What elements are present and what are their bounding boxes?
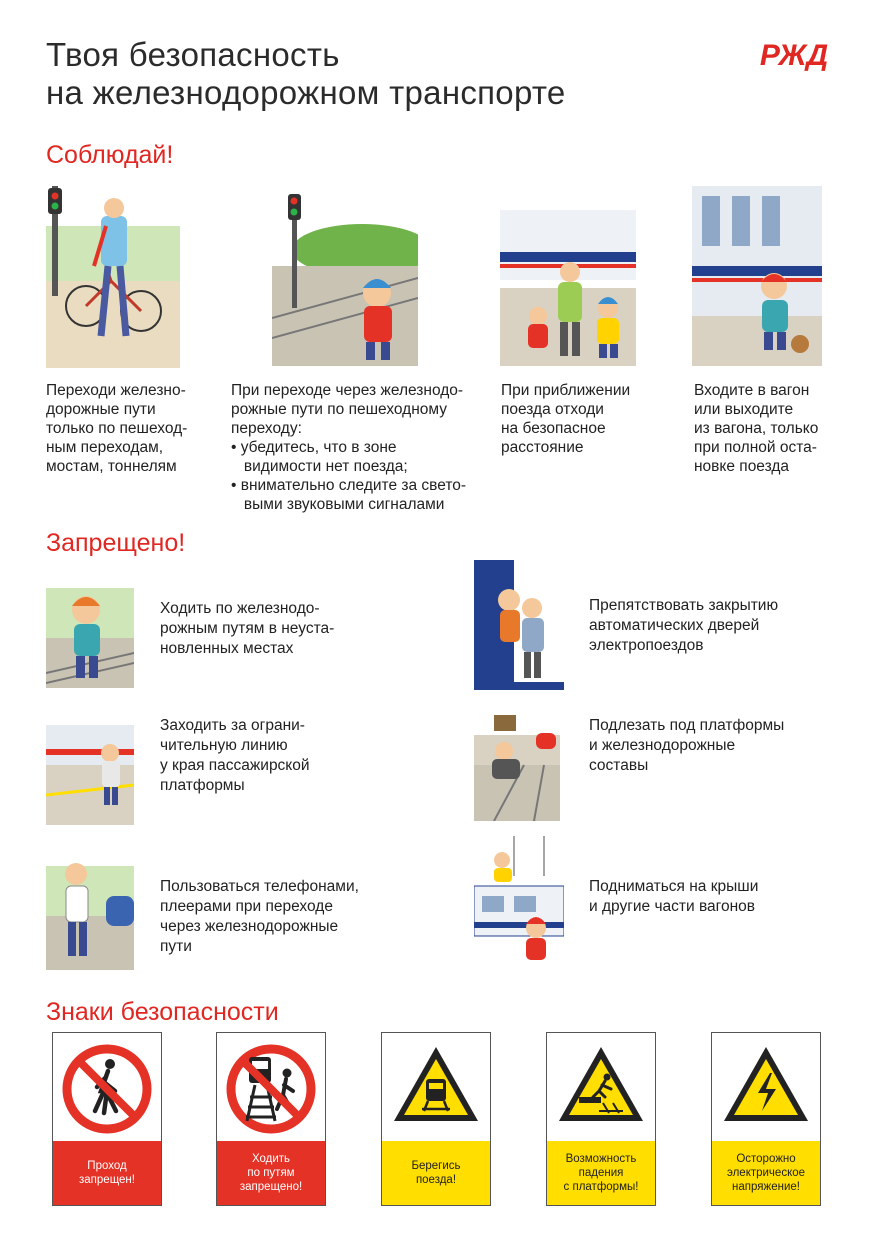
forbidden-text-5 bbox=[160, 877, 359, 957]
rzd-logo bbox=[752, 34, 836, 74]
sign-label-no-walking-on-tracks bbox=[217, 1141, 325, 1205]
forbidden-line: автоматических дверей bbox=[589, 617, 760, 634]
caption-line: при полной оста- bbox=[694, 439, 817, 456]
caption-line: поезда отходи bbox=[501, 401, 604, 418]
forbidden-line: через железнодорожные bbox=[160, 918, 339, 935]
section-heading-forbidden: Запрещено! bbox=[46, 529, 186, 557]
illustration-cyclist-crossing bbox=[46, 186, 180, 368]
sign-label-line: электрическое bbox=[726, 1167, 806, 1179]
sign-label-line: по путям bbox=[247, 1167, 295, 1179]
forbidden-text-4 bbox=[589, 716, 784, 776]
illustration-crawling-under-platform bbox=[474, 705, 560, 821]
illustration-climbing-train-roof bbox=[474, 836, 564, 968]
caption-line: на безопасное bbox=[501, 420, 606, 437]
forbidden-text-6 bbox=[589, 877, 758, 917]
no-walking-on-tracks-icon bbox=[217, 1033, 325, 1141]
rzd-logo-text: РЖД bbox=[759, 39, 829, 72]
caption-line: рожные пути по пешеходному bbox=[231, 401, 447, 418]
sign-label-line: Берегись bbox=[411, 1160, 461, 1172]
caption-line: мостам, тоннелям bbox=[46, 458, 177, 475]
title-line-2: на железнодорожном транспорте bbox=[46, 74, 566, 111]
sign-label-platform-fall bbox=[547, 1141, 655, 1205]
forbidden-line: чительную линию bbox=[160, 737, 288, 754]
section-heading-signs: Знаки безопасности bbox=[46, 998, 279, 1026]
observe-caption-3 bbox=[501, 381, 630, 457]
illustration-platform-edge bbox=[46, 705, 134, 825]
caption-line: переходу: bbox=[231, 420, 302, 437]
sign-no-walking-on-tracks bbox=[216, 1032, 326, 1206]
sign-label-line: напряжение! bbox=[732, 1181, 800, 1193]
caption-line: расстояние bbox=[501, 439, 584, 456]
train-warning-icon bbox=[382, 1033, 490, 1141]
caption-line: Входите в вагон bbox=[694, 382, 810, 399]
forbidden-text-2 bbox=[589, 596, 778, 656]
observe-caption-2 bbox=[231, 381, 466, 514]
forbidden-line: электропоездов bbox=[589, 637, 704, 654]
illustration-man-with-headphones bbox=[46, 846, 134, 970]
sign-label-line: запрещен! bbox=[79, 1174, 135, 1186]
sign-label-line: Возможность bbox=[565, 1153, 637, 1165]
page-title bbox=[46, 36, 566, 112]
sign-label-high-voltage bbox=[712, 1141, 820, 1205]
forbidden-line: новленных местах bbox=[160, 640, 294, 657]
forbidden-line: и железнодорожные bbox=[589, 737, 736, 754]
platform-fall-warning-icon bbox=[547, 1033, 655, 1141]
forbidden-line: Препятствовать закрытию bbox=[589, 597, 779, 614]
caption-line: только по пешеход- bbox=[46, 420, 188, 437]
section-heading-observe: Соблюдай! bbox=[46, 141, 174, 169]
no-pedestrian-icon bbox=[53, 1033, 161, 1141]
sign-no-passage bbox=[52, 1032, 162, 1206]
forbidden-line: Подлезать под платформы bbox=[589, 717, 785, 734]
caption-line: • внимательно следите за свето- bbox=[231, 477, 467, 494]
illustration-child-at-crossing bbox=[272, 188, 418, 366]
sign-platform-fall bbox=[546, 1032, 656, 1206]
forbidden-text-1 bbox=[160, 599, 334, 659]
caption-line: дорожные пути bbox=[46, 401, 156, 418]
caption-line: • убедитесь, что в зоне bbox=[231, 439, 397, 456]
caption-line: из вагона, только bbox=[694, 420, 819, 437]
forbidden-line: у края пассажирской bbox=[160, 757, 310, 774]
forbidden-line: плеерами при переходе bbox=[160, 898, 333, 915]
forbidden-line: и другие части вагонов bbox=[589, 898, 755, 915]
sign-beware-train bbox=[381, 1032, 491, 1206]
caption-line: или выходите bbox=[694, 401, 794, 418]
forbidden-line: Заходить за ограни- bbox=[160, 717, 305, 734]
sign-label-line: поезда! bbox=[415, 1174, 457, 1186]
sign-label-line: Проход bbox=[87, 1160, 127, 1172]
caption-line: Переходи железно- bbox=[46, 382, 186, 399]
observe-caption-1 bbox=[46, 381, 187, 476]
sign-label-line: Ходить bbox=[251, 1153, 291, 1165]
caption-line: ным переходам, bbox=[46, 439, 164, 456]
caption-line: При приближении bbox=[501, 382, 631, 399]
illustration-boy-on-tracks bbox=[46, 578, 134, 688]
forbidden-line: Подниматься на крыши bbox=[589, 878, 759, 895]
sign-label-no-passage bbox=[53, 1141, 161, 1205]
forbidden-line: пути bbox=[160, 938, 192, 955]
sign-high-voltage bbox=[711, 1032, 821, 1206]
illustration-holding-train-doors bbox=[474, 560, 564, 690]
observe-caption-4 bbox=[694, 381, 818, 476]
sign-label-line: Осторожно bbox=[736, 1153, 796, 1165]
forbidden-line: платформы bbox=[160, 777, 245, 794]
sign-label-beware-train bbox=[382, 1141, 490, 1205]
caption-line: видимости нет поезда; bbox=[231, 458, 408, 475]
caption-line: При переходе через железнодо- bbox=[231, 382, 464, 399]
caption-line: новке поезда bbox=[694, 458, 790, 475]
illustration-family-away-from-train bbox=[500, 190, 636, 366]
caption-line: выми звуковыми сигналами bbox=[231, 496, 445, 513]
forbidden-text-3 bbox=[160, 716, 310, 796]
sign-label-line: запрещено! bbox=[239, 1181, 303, 1193]
forbidden-line: рожным путям в неуста- bbox=[160, 620, 335, 637]
forbidden-line: составы bbox=[589, 757, 649, 774]
title-line-1: Твоя безопасность bbox=[46, 36, 340, 73]
sign-label-line: падения bbox=[578, 1167, 624, 1179]
high-voltage-warning-icon bbox=[712, 1033, 820, 1141]
sign-label-line: с платформы! bbox=[563, 1181, 639, 1193]
forbidden-line: Пользоваться телефонами, bbox=[160, 878, 359, 895]
forbidden-line: Ходить по железнодо- bbox=[160, 600, 320, 617]
illustration-child-waiting-train-stop bbox=[692, 186, 822, 366]
